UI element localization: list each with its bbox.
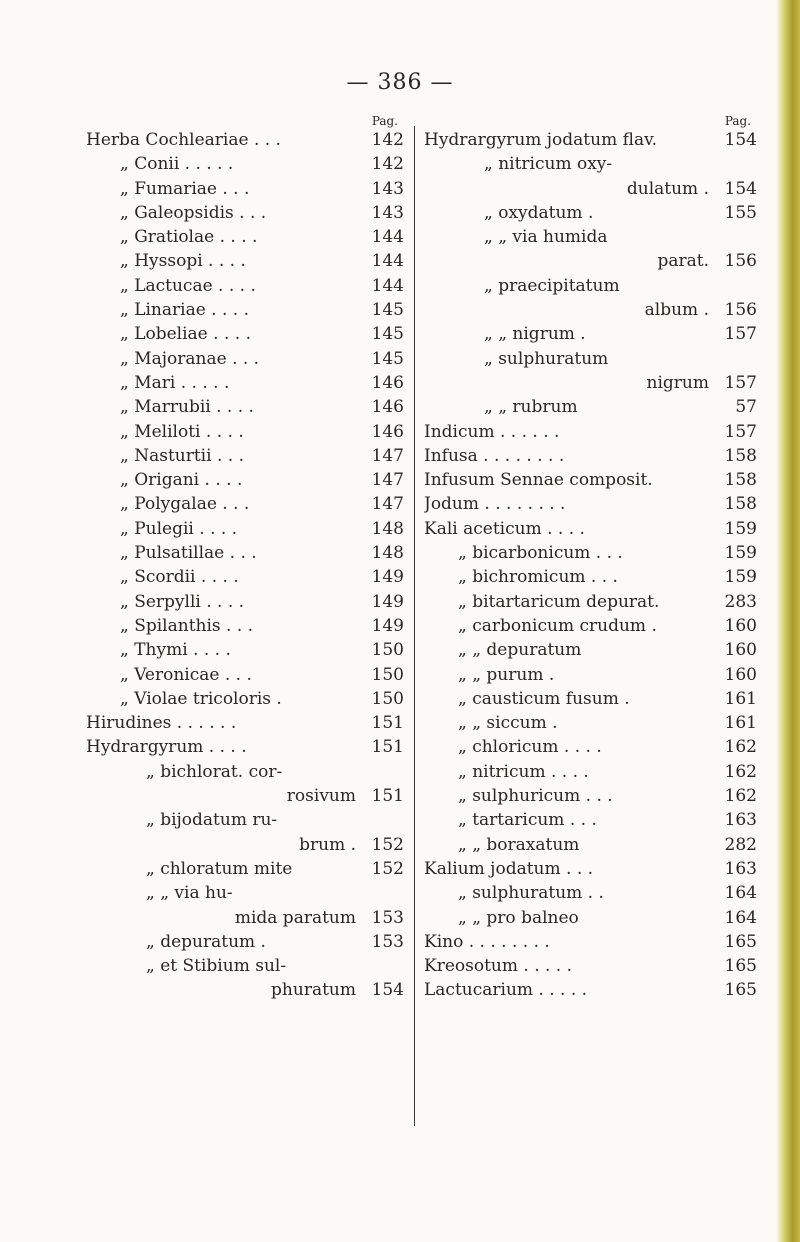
entry-page-number: 148 [371,518,404,539]
entry-term: „ Scordii . . . . [120,567,239,588]
index-entry [424,592,757,616]
entry-page-number: 154 [724,178,757,199]
entry-term: „ Polygalae . . . [120,494,250,515]
index-entry [424,737,757,761]
entry-term: „ praecipitatum [484,275,620,296]
entry-page-number: 152 [371,834,404,855]
entry-term: „ bichlorat. cor- [146,761,283,782]
entry-page-number: 145 [371,324,404,345]
entry-page-number: 149 [371,567,404,588]
entry-term: „ Linariae . . . . [120,300,250,321]
entry-page-number: 162 [724,786,757,807]
index-entry [86,227,404,251]
index-entry [424,324,757,348]
entry-page-number: 160 [724,640,757,661]
index-entry [424,227,757,251]
index-entry [424,349,757,373]
entry-term: „ Thymi . . . . [120,640,231,661]
index-list-right [424,130,757,1005]
entry-term: „ „ siccum . [458,713,558,734]
entry-term: „ nitricum . . . . [458,761,589,782]
entry-page-number: 144 [371,275,404,296]
index-entry [86,203,404,227]
index-entry [86,786,404,810]
entry-term: „ Marrubii . . . . [120,397,254,418]
entry-term: „ Veronicae . . . [120,664,252,685]
entry-term: „ „ nigrum . [484,324,586,345]
index-entry [424,397,757,421]
entry-page-number: 159 [724,543,757,564]
index-entry [86,276,404,300]
index-entry [86,519,404,543]
index-entry [86,349,404,373]
entry-term: „ et Stibium sul- [146,956,287,977]
index-list-left [86,130,404,1005]
entry-page-number: 164 [724,907,757,928]
index-entry [424,154,757,178]
entry-page-number: 161 [724,713,757,734]
entry-page-number: 282 [724,834,757,855]
entry-term: „ Nasturtii . . . [120,445,244,466]
entry-page-number: 145 [371,300,404,321]
entry-term: „ Majoranae . . . [120,348,260,369]
entry-page-number: 146 [371,421,404,442]
entry-term: „ Serpylli . . . . [120,591,245,612]
entry-term: „ chloricum . . . . [458,737,602,758]
entry-page-number: 144 [371,251,404,272]
entry-term: „ Violae tricoloris . [120,688,282,709]
entry-page-number: 57 [735,397,757,418]
index-entry [424,300,757,324]
index-entry [86,179,404,203]
entry-page-number: 283 [724,591,757,612]
index-entry [424,422,757,446]
entry-page-number: 165 [724,980,757,1001]
entry-term: „ „ purum . [458,664,555,685]
entry-term: Infusum Sennae composit. [424,470,653,491]
entry-term: „ tartaricum . . . [458,810,597,831]
entry-page-number: 154 [371,980,404,1001]
index-entry [424,276,757,300]
entry-term: „ Pulegii . . . . [120,518,238,539]
entry-page-number: 161 [724,688,757,709]
entry-term: „ Mari . . . . . [120,372,230,393]
index-entry [86,737,404,761]
index-entry [86,543,404,567]
index-entry [424,689,757,713]
index-entry [424,251,757,275]
index-entry [86,324,404,348]
index-entry [86,980,404,1004]
entry-page-number: 147 [371,445,404,466]
index-entry [424,446,757,470]
entry-page-number: 149 [371,615,404,636]
entry-term: „ Fumariae . . . [120,178,250,199]
index-column-right [424,114,757,1005]
entry-page-number: 163 [724,858,757,879]
index-entry [86,592,404,616]
index-entry [86,300,404,324]
entry-term: „ Galeopsidis . . . [120,202,267,223]
index-entry [86,908,404,932]
entry-page-number: 152 [371,858,404,879]
entry-page-number: 150 [371,664,404,685]
entry-page-number: 153 [371,931,404,952]
entry-term: „ Conii . . . . . [120,154,234,175]
entry-page-number: 163 [724,810,757,831]
entry-page-number: 165 [724,956,757,977]
index-entry [424,130,757,154]
entry-term: „ Hyssopi . . . . [120,251,246,272]
entry-page-number: 148 [371,543,404,564]
entry-page-number: 155 [724,202,757,223]
entry-page-number: 156 [724,251,757,272]
entry-term: „ sulphuratum [484,348,609,369]
entry-page-number: 150 [371,688,404,709]
entry-term: album . [644,300,709,321]
index-entry [86,446,404,470]
entry-page-number: 153 [371,907,404,928]
index-entry [424,980,757,1004]
entry-page-number: 151 [371,786,404,807]
entry-term: Jodum . . . . . . . . [424,494,566,515]
index-entry [86,762,404,786]
entry-term: „ Spilanthis . . . [120,615,254,636]
index-entry [424,179,757,203]
entry-page-number: 145 [371,348,404,369]
index-entry [424,835,757,859]
index-entry [424,373,757,397]
entry-term: „ Pulsatillae . . . [120,543,257,564]
entry-term: „ carbonicum crudum . [458,615,657,636]
entry-page-number: 154 [724,130,757,150]
entry-term: „ oxydatum . [484,202,594,223]
entry-term: „ „ via humida [484,227,608,248]
page-number: — 386 — [346,70,454,95]
entry-term: mida paratum [234,907,356,928]
entry-term: Indicum . . . . . . [424,421,560,442]
entry-page-number: 158 [724,470,757,491]
index-entry [86,494,404,518]
index-entry [424,713,757,737]
entry-term: Kino . . . . . . . . [424,931,550,952]
index-entry [86,956,404,980]
index-entry [86,665,404,689]
entry-page-number: 165 [724,931,757,952]
index-entry [86,883,404,907]
entry-term: phuratum [271,980,356,1001]
entry-page-number: 159 [724,518,757,539]
entry-page-number: 146 [371,372,404,393]
index-entry [424,616,757,640]
entry-term: „ „ via hu- [146,883,233,904]
entry-term: „ nitricum oxy- [484,154,613,175]
entry-page-number: 146 [371,397,404,418]
entry-page-number: 151 [371,737,404,758]
column-divider [414,126,415,1126]
entry-term: „ sulphuratum . . [458,883,604,904]
entry-page-number: 160 [724,615,757,636]
index-entry [86,154,404,178]
entry-page-number: 164 [724,883,757,904]
index-entry [86,470,404,494]
entry-page-number: 159 [724,567,757,588]
index-entry [424,494,757,518]
entry-page-number: 157 [724,324,757,345]
entry-term: „ bichromicum . . . [458,567,618,588]
entry-term: „ Origani . . . . [120,470,243,491]
entry-page-number: 142 [371,130,404,150]
entry-term: „ bitartaricum depurat. [458,591,660,612]
index-entry [424,883,757,907]
entry-term: Kalium jodatum . . . [424,858,594,879]
entry-page-number: 157 [724,421,757,442]
entry-page-number: 149 [371,591,404,612]
entry-term: nigrum [646,372,709,393]
entry-term: „ Meliloti . . . . [120,421,244,442]
entry-term: „ Lobeliae . . . . [120,324,251,345]
entry-term: „ Lactucae . . . . [120,275,256,296]
index-entry [424,810,757,834]
entry-term: Lactucarium . . . . . [424,980,588,1001]
index-entry [424,203,757,227]
index-entry [86,373,404,397]
entry-term: „ „ pro balneo [458,907,579,928]
index-column-left [86,114,404,1005]
index-entry [86,251,404,275]
index-entry [86,932,404,956]
entry-page-number: 160 [724,664,757,685]
entry-page-number: 162 [724,737,757,758]
entry-page-number: 143 [371,202,404,223]
pag-label-right: Pag. [724,114,751,128]
index-entry [424,543,757,567]
index-entry [424,470,757,494]
entry-page-number: 156 [724,300,757,321]
index-entry [424,665,757,689]
entry-term: „ causticum fusum . [458,688,630,709]
index-entry [86,130,404,154]
entry-term: „ „ boraxatum [458,834,580,855]
entry-term: Kali aceticum . . . . [424,518,585,539]
index-entry [424,519,757,543]
entry-term: rosivum [286,786,356,807]
entry-term: „ bijodatum ru- [146,810,278,831]
index-entry [424,956,757,980]
index-entry [86,640,404,664]
pag-label-left: Pag. [371,114,398,128]
entry-page-number: 158 [724,494,757,515]
entry-term: „ depuratum . [146,931,266,952]
entry-term: Hydrargyrum . . . . [86,737,247,758]
index-entry [424,640,757,664]
entry-term: Hirudines . . . . . . [86,713,237,734]
entry-term: „ sulphuricum . . . [458,786,613,807]
entry-page-number: 157 [724,372,757,393]
entry-page-number: 150 [371,640,404,661]
index-entry [424,762,757,786]
page-edge [776,0,800,1242]
entry-term: „ bicarbonicum . . . [458,543,623,564]
index-entry [424,908,757,932]
entry-term: Infusa . . . . . . . . [424,445,565,466]
index-entry [86,422,404,446]
entry-page-number: 147 [371,494,404,515]
index-entry [86,689,404,713]
index-entry [86,859,404,883]
entry-term: dulatum . [626,178,709,199]
entry-term: Herba Cochleariae . . . [86,130,281,150]
index-entry [86,567,404,591]
entry-term: „ „ depuratum [458,640,582,661]
entry-term: „ „ rubrum [484,397,578,418]
index-entry [86,616,404,640]
entry-term: „ chloratum mite [146,858,293,879]
entry-term: parat. [657,251,709,272]
entry-page-number: 144 [371,227,404,248]
index-entry [86,835,404,859]
entry-page-number: 162 [724,761,757,782]
entry-term: Kreosotum . . . . . [424,956,573,977]
entry-term: „ Gratiolae . . . . [120,227,258,248]
entry-page-number: 158 [724,445,757,466]
index-entry [424,859,757,883]
index-entry [424,567,757,591]
entry-page-number: 147 [371,470,404,491]
index-entry [424,932,757,956]
entry-term: Hydrargyrum jodatum flav. [424,130,658,150]
index-entry [86,713,404,737]
index-entry [424,786,757,810]
index-entry [86,397,404,421]
entry-page-number: 143 [371,178,404,199]
entry-term: brum . [299,834,356,855]
entry-page-number: 151 [371,713,404,734]
entry-page-number: 142 [371,154,404,175]
index-entry [86,810,404,834]
